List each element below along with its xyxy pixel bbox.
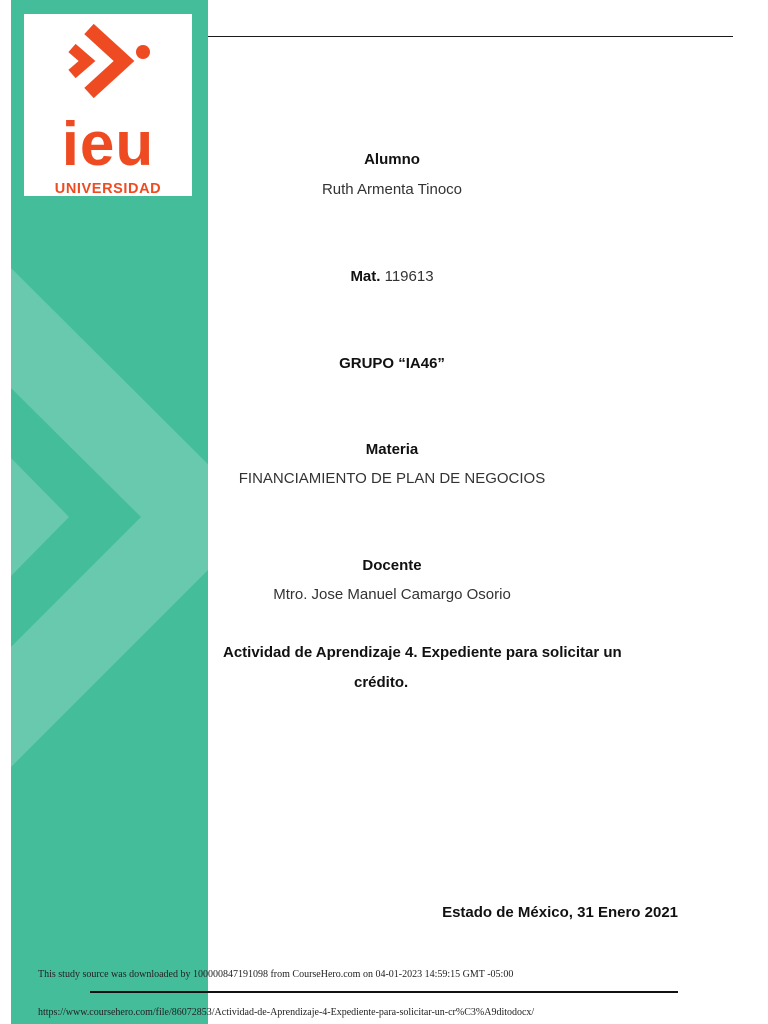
logo-wordmark: ieu (61, 110, 155, 179)
student-name: Ruth Armenta Tinoco (321, 181, 463, 198)
source-url-link[interactable]: https://www.coursehero.com/file/86072853/Actividad-de-Aprendizaje-4-Expediente-para-solicitar-un-cr%C3%A9ditodocx/ (38, 1007, 535, 1018)
id-value: 119613 (384, 268, 434, 285)
group-label: GRUPO “IA46” (339, 355, 445, 372)
logo-chevron-icon (24, 14, 192, 114)
logo-tagline: UNIVERSIDAD (54, 181, 162, 197)
footer-rule (90, 991, 678, 993)
teacher-heading: Docente (362, 557, 422, 574)
activity-title-line1: Actividad de Aprendizaje 4. Expediente para solicitar un (223, 644, 622, 661)
header-rule (208, 36, 733, 37)
teacher-name: Mtro. Jose Manuel Camargo Osorio (273, 586, 511, 603)
place-and-date: Estado de México, 31 Enero 2021 (442, 904, 678, 921)
id-label: Mat. (350, 268, 381, 285)
subject-name: FINANCIAMIENTO DE PLAN DE NEGOCIOS (238, 470, 546, 487)
subject-heading: Materia (365, 441, 419, 458)
student-id (208, 267, 576, 287)
decorative-sidebar (11, 0, 208, 1024)
download-notice: This study source was downloaded by 100000847191098 from CourseHero.com on 04-01-2023 14:59:15 GMT -05:00 (38, 969, 514, 980)
student-heading: Alumno (364, 151, 420, 168)
activity-title-line2: crédito. (354, 674, 409, 691)
university-logo (24, 14, 192, 196)
